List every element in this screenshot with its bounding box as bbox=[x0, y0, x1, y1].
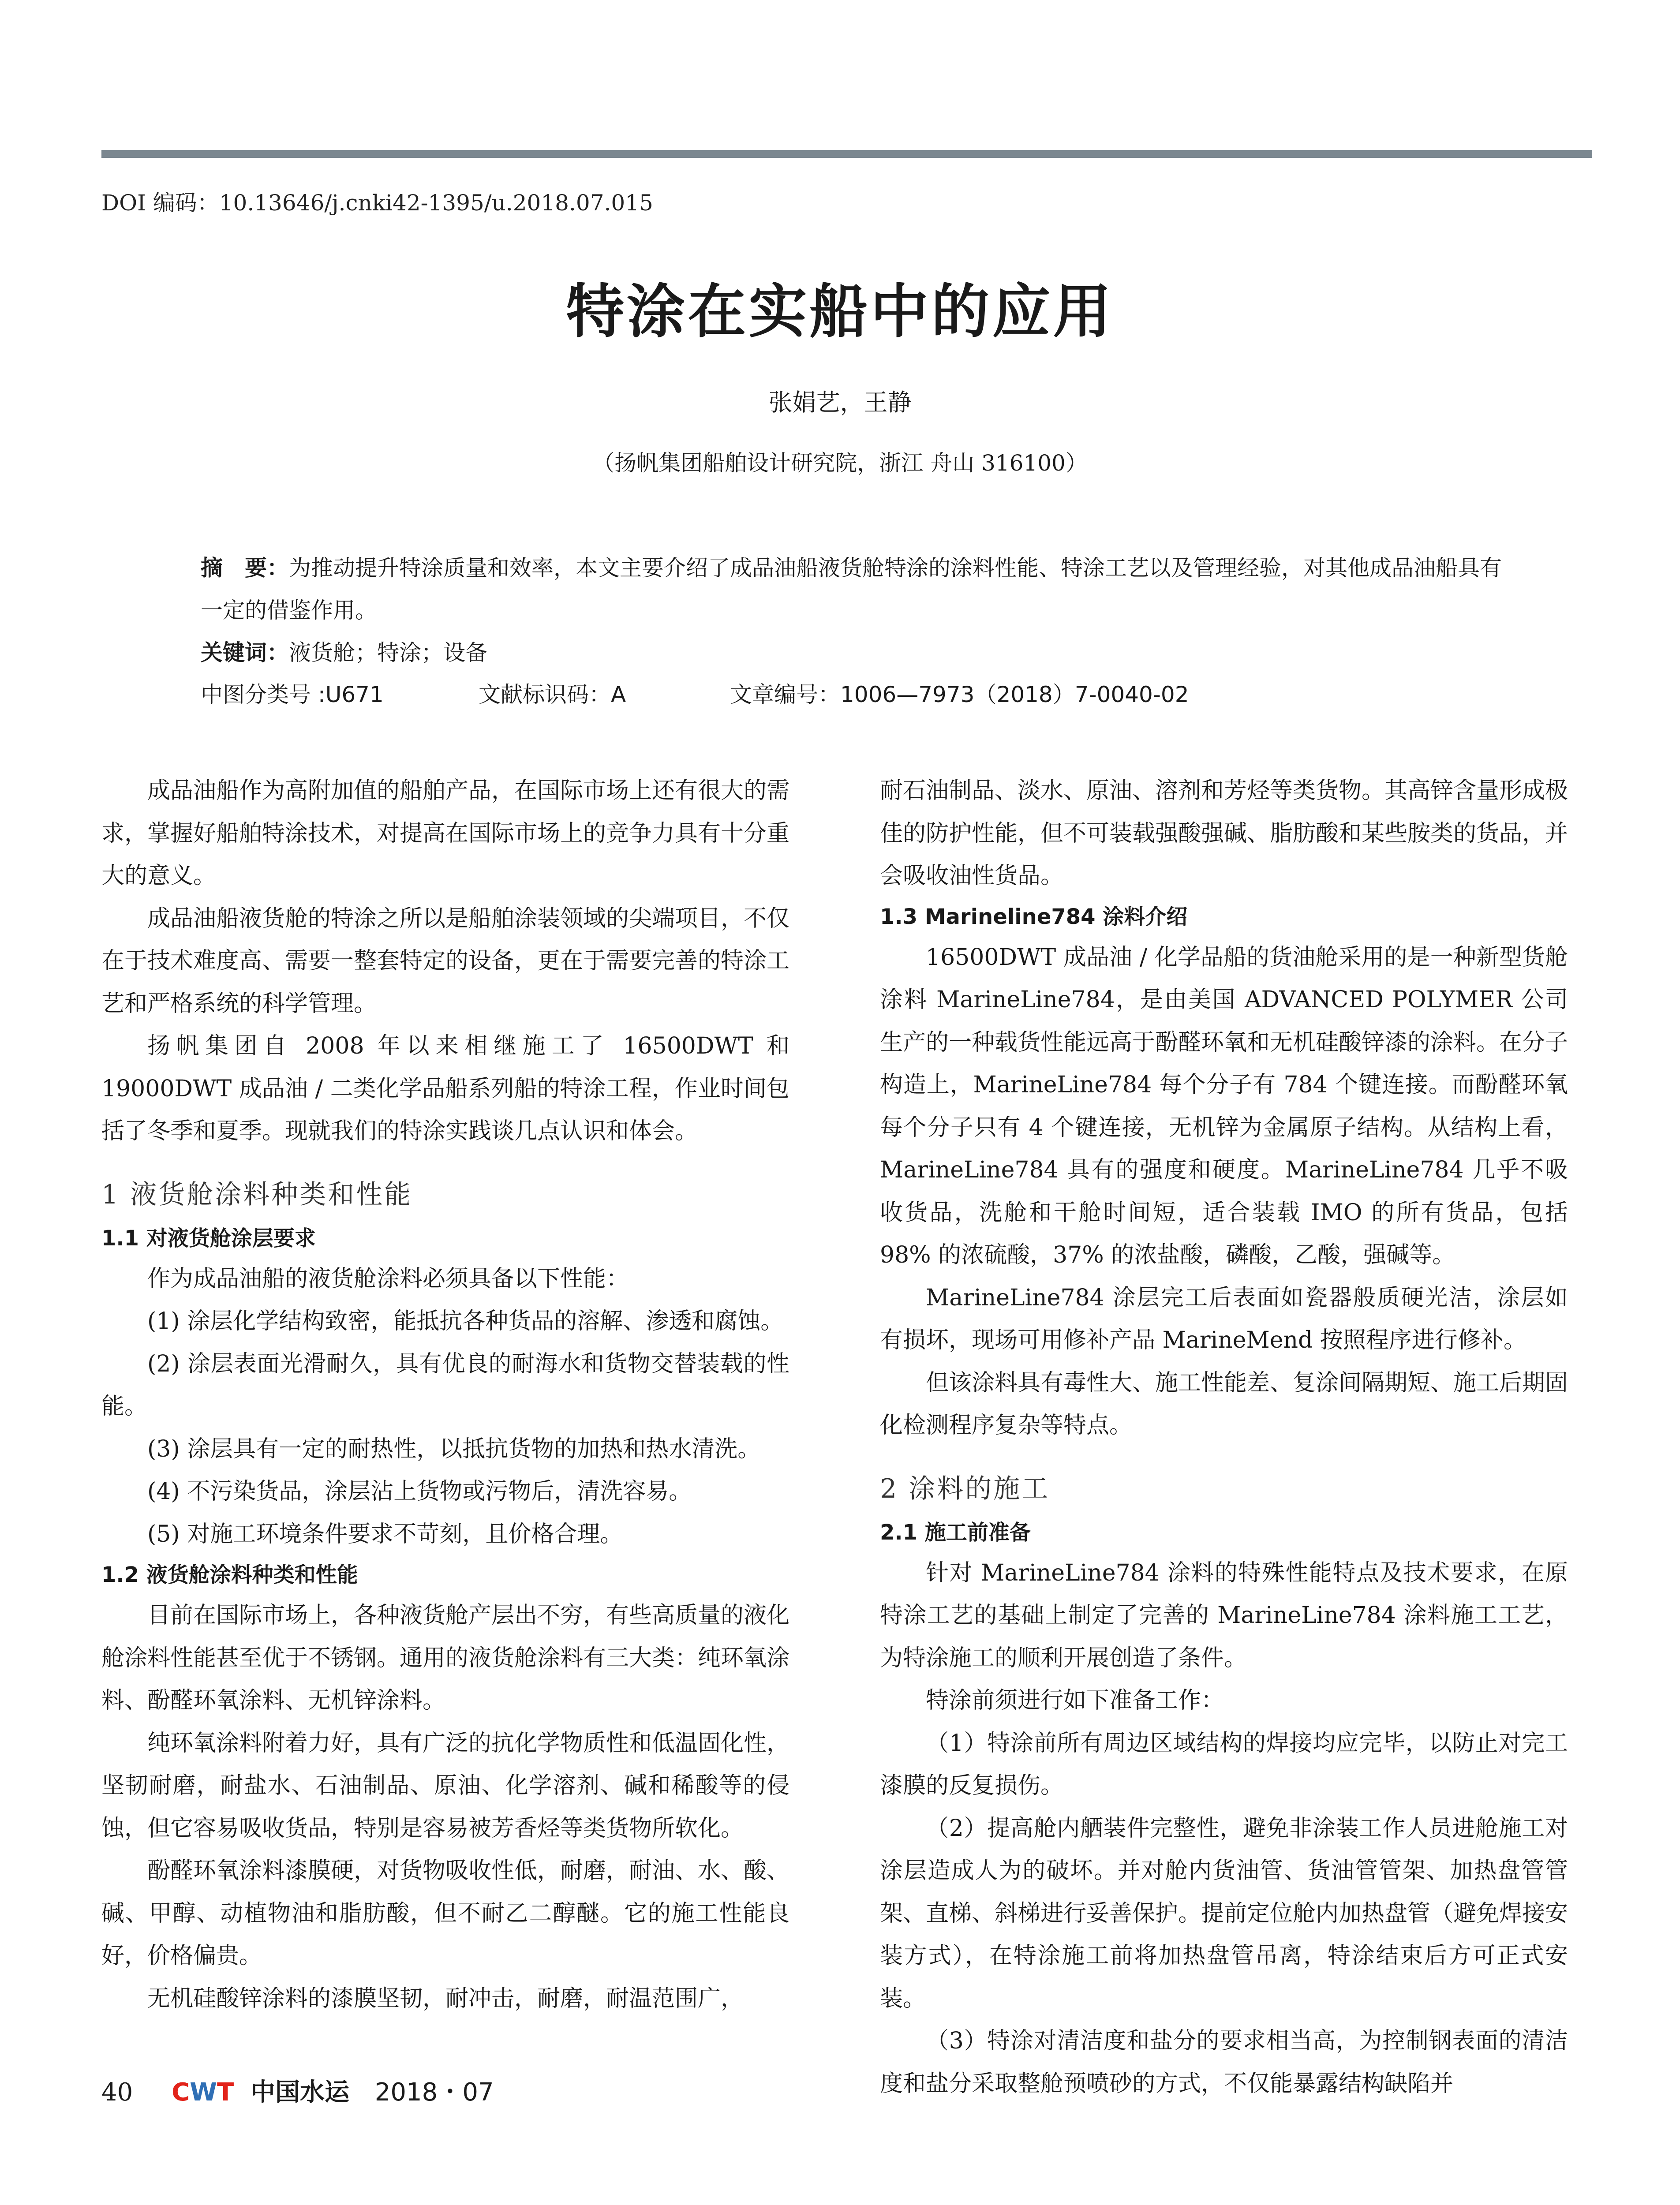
paragraph: 但该涂料具有毒性大、施工性能差、复涂间隔期短、施工后期固化检测程序复杂等特点。 bbox=[880, 1369, 1568, 1439]
clc-code: 中图分类号 :U671 bbox=[201, 682, 384, 707]
journal-logo bbox=[172, 2078, 234, 2107]
keywords-label: 关键词： bbox=[201, 640, 289, 665]
journal-name: 中国水运 bbox=[250, 2078, 349, 2107]
list-item: （2）提高舱内舾装件完整性，避免非涂装工作人员进舱施工对涂层造成人为的破坏。并对舱内货油管、货油管管架、加热盘管管架、直梯、斜梯进行妥善保护。提前定位舱内加热盘管（避免焊接安装方式），在特涂施工前将加热盘管吊离，特涂结束后方可正式安装。 bbox=[880, 1815, 1568, 2012]
list-item: (3) 涂层具有一定的耐热性，以抵抗货物的加热和热水清洗。 bbox=[147, 1435, 761, 1462]
list-item: (1) 涂层化学结构致密，能抵抗各种货品的溶解、渗透和腐蚀。 bbox=[147, 1308, 784, 1334]
paragraph: 无机硅酸锌涂料的漆膜坚韧，耐冲击，耐磨，耐温范围广， bbox=[147, 1985, 744, 2012]
page-footer bbox=[101, 2073, 494, 2108]
paragraph: 成品油船作为高附加值的船舶产品，在国际市场上还有很大的需求，掌握好船舶特涂技术，对提高在国际市场上的竞争力具有十分重大的意义。 bbox=[101, 777, 790, 889]
list-item: （3）特涂对清洁度和盐分的要求相当高，为控制钢表面的清洁度和盐分采取整舱预喷砂的方式，不仅能暴露结构缺陷并 bbox=[880, 2028, 1568, 2097]
header-rule bbox=[101, 150, 1592, 158]
list-item: (5) 对施工环境条件要求不苛刻，且价格合理。 bbox=[147, 1521, 623, 1547]
section-heading-1-1: 1.1 对液货舱涂层要求 bbox=[101, 1226, 316, 1251]
paragraph: 目前在国际市场上，各种液货舱产层出不穷，有些高质量的液化舱涂料性能甚至优于不锈钢。通用的液货舱涂料有三大类：纯环氧涂料、酚醛环氧涂料、无机锌涂料。 bbox=[101, 1602, 790, 1714]
abstract-text: 为推动提升特涂质量和效率，本文主要介绍了成品油船液货舱特涂的涂料性能、特涂工艺以及管理经验，对其他成品油船具有一定的借鉴作用。 bbox=[201, 555, 1502, 623]
section-heading-1-3: 1.3 Marineline784 涂料介绍 bbox=[880, 904, 1188, 929]
document-code: 文献标识码：A bbox=[479, 682, 626, 707]
article-number: 文章编号：1006—7973（2018）7-0040-02 bbox=[730, 682, 1189, 707]
abstract bbox=[201, 547, 1502, 632]
paragraph: 特涂前须进行如下准备工作： bbox=[926, 1687, 1224, 1714]
affiliation: （扬帆集团船舶设计研究院，浙江 舟山 316100） bbox=[592, 450, 1088, 476]
logo-letter-t: T bbox=[217, 2078, 234, 2107]
section-heading-2-1: 2.1 施工前准备 bbox=[880, 1520, 1031, 1545]
section-heading-1-2: 1.2 液货舱涂料种类和性能 bbox=[101, 1562, 358, 1587]
left-column bbox=[101, 770, 789, 2020]
paragraph: 耐石油制品、淡水、原油、溶剂和芳烃等类货物。其高锌含量形成极佳的防护性能，但不可装载强酸强碱、脂肪酸和某些胺类的货品，并会吸收油性货品。 bbox=[880, 777, 1568, 889]
logo-letter-c: C bbox=[172, 2078, 190, 2107]
section-heading-1: 1 液货舱涂料种类和性能 bbox=[101, 1179, 413, 1210]
list-item: (2) 涂层表面光滑耐久，具有优良的耐海水和货物交替装载的性能。 bbox=[101, 1350, 789, 1420]
paragraph: 成品油船液货舱的特涂之所以是船舶涂装领域的尖端项目，不仅在于技术难度高、需要一整套特定的设备，更在于需要完善的特涂工艺和严格系统的科学管理。 bbox=[101, 905, 790, 1017]
list-item: （1）特涂前所有周边区域结构的焊接均应完毕，以防止对完工漆膜的反复损伤。 bbox=[880, 1730, 1568, 1799]
right-column bbox=[880, 770, 1568, 2105]
paragraph: 16500DWT 成品油 / 化学品船的货油舱采用的是一种新型货舱涂料 MarineLine784，是由美国 ADVANCED POLYMER 公司生产的一种载货性能远高于酚醛环氧和无机硅酸锌漆的涂料。在分子构造上，MarineLine784 每个分子有 784 个键连接。而酚醛环氧每个分子只有 4 个键连接，无机锌为金属原子结构。从结构上看，MarineLine784 具有的强度和硬度。MarineLine784 几乎不吸收货品，洗舱和干舱时间短，适合装载 IMO 的所有货品，包括 98% 的浓硫酸，37% 的浓盐酸，磷酸，乙酸，强碱等。 bbox=[880, 944, 1568, 1268]
section-heading-2: 2 涂料的施工 bbox=[880, 1473, 1050, 1504]
abstract-label: 摘 要： bbox=[201, 555, 289, 581]
authors: 张娟艺，王静 bbox=[768, 389, 912, 416]
keywords-text: 液货舱；特涂；设备 bbox=[289, 640, 487, 665]
page-number: 40 bbox=[101, 2078, 133, 2107]
paragraph: 酚醛环氧涂料漆膜硬，对货物吸收性低，耐磨，耐油、水、酸、碱、甲醇、动植物油和脂肪酸，但不耐乙二醇醚。它的施工性能良好，价格偏贵。 bbox=[101, 1857, 790, 1969]
journal-issue: 2018・07 bbox=[374, 2078, 494, 2107]
keywords bbox=[201, 632, 1502, 674]
doi-line: DOI 编码：10.13646/j.cnki42-1395/u.2018.07.015 bbox=[101, 190, 653, 216]
paragraph: MarineLine784 涂层完工后表面如瓷器般质硬光洁，涂层如有损坏，现场可用修补产品 MarineMend 按照程序进行修补。 bbox=[880, 1284, 1568, 1353]
abstract-block bbox=[201, 547, 1502, 674]
list-item: (4) 不污染货品，涂层沾上货物或污物后，清洗容易。 bbox=[147, 1478, 692, 1505]
paragraph: 针对 MarineLine784 涂料的特殊性能特点及技术要求，在原特涂工艺的基础上制定了完善的 MarineLine784 涂料施工工艺，为特涂施工的顺利开展创造了条件。 bbox=[880, 1559, 1568, 1671]
logo-letter-w: W bbox=[190, 2078, 217, 2107]
paragraph: 纯环氧涂料附着力好，具有广泛的抗化学物质性和低温固化性，坚韧耐磨，耐盐水、石油制品、原油、化学溶剂、碱和稀酸等的侵蚀，但它容易吸收货品，特别是容易被芳香烃等类货物所软化。 bbox=[101, 1730, 790, 1842]
paragraph: 扬帆集团自 2008 年以来相继施工了 16500DWT 和 19000DWT 成品油 / 二类化学品船系列船的特涂工程，作业时间包括了冬季和夏季。现就我们的特涂实践谈几点认识和体会。 bbox=[101, 1033, 789, 1144]
paper-title: 特涂在实船中的应用 bbox=[566, 277, 1114, 346]
paragraph: 作为成品油船的液货舱涂料必须具备以下性能： bbox=[147, 1265, 629, 1292]
